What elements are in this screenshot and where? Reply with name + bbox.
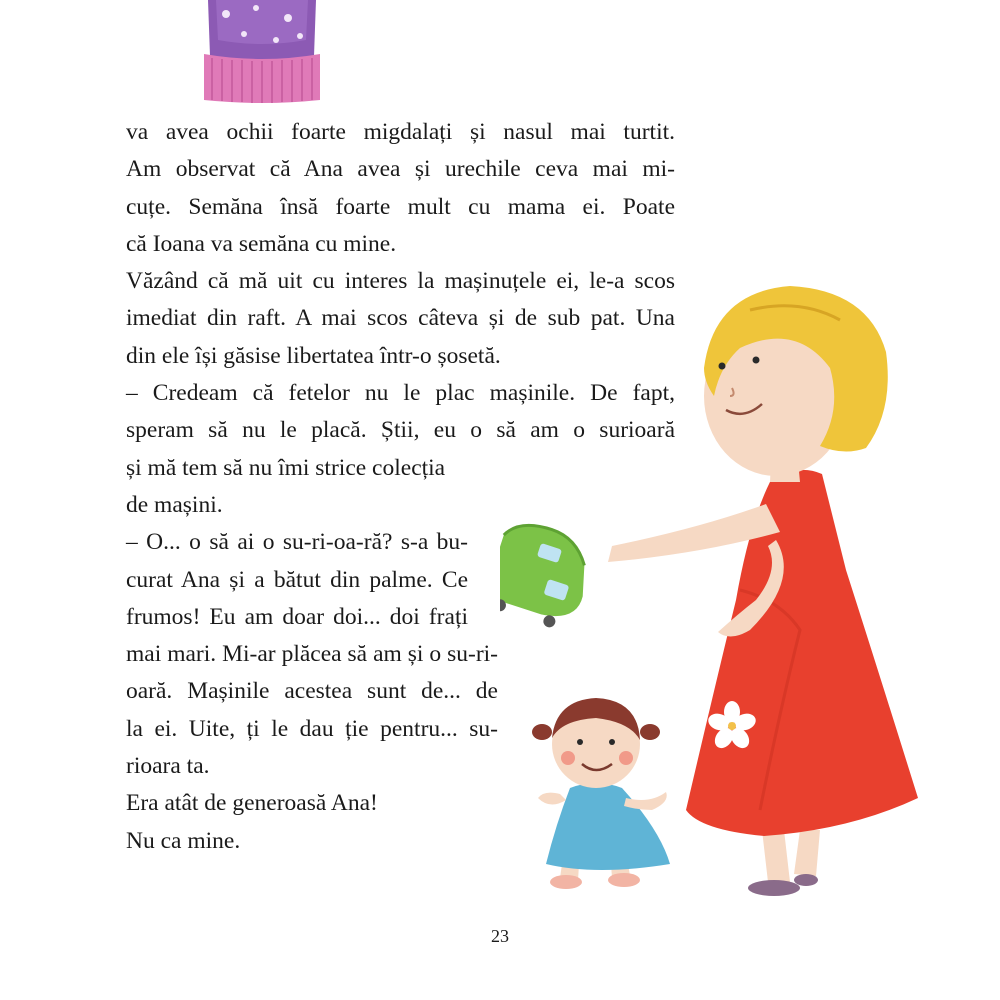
text-line: Era atât de generoasă Ana!	[126, 790, 378, 817]
text-line: mai mari. Mi-ar plăcea să am și o su-ri-	[126, 641, 498, 668]
text-line: – O... o să ai o su-ri-oa-ră? s-a bu-	[126, 529, 468, 556]
toy-car-icon	[500, 516, 599, 634]
text-line: frumos! Eu am doar doi... doi frați	[126, 603, 468, 630]
text-line: de mașini.	[126, 491, 223, 518]
text-line: va avea ochii foarte migdalați și nasul mai turtit.	[126, 119, 675, 145]
girl-legs	[748, 830, 820, 896]
text-line: – Credeam că fetelor nu le plac mașinile. De fapt,	[126, 380, 675, 407]
text-line: din ele își găsise libertatea într-o șosetă.	[126, 342, 501, 369]
girl-with-doll-illustration	[500, 270, 930, 900]
text-line: Nu ca mine.	[126, 827, 241, 854]
text-line: Văzând că mă uit cu interes la mașinuțele ei, le-a scos	[126, 268, 675, 295]
text-line: speram să nu le placă. Știi, eu o să am o surioară	[126, 417, 675, 444]
doll-illustration	[532, 698, 670, 889]
text-line: Am observat că Ana avea și urechile ceva mai mi-	[126, 156, 675, 183]
text-line: imediat din raft. A mai scos câteva și de sub pat. Una	[126, 305, 675, 332]
knit-hat-illustration	[196, 0, 328, 104]
text-line: la ei. Uite, ți le dau ție pentru... su-	[126, 715, 498, 742]
text-line: curat Ana și a bătut din palme. Ce	[126, 566, 468, 593]
text-line: oară. Mașinile acestea sunt de... de	[126, 678, 498, 705]
text-line: cuțe. Semăna însă foarte mult cu mama ei. Poate	[126, 193, 675, 220]
text-line: și mă tem să nu îmi strice colecția	[126, 454, 446, 481]
page-number: 23	[491, 926, 509, 946]
text-line: că Ioana va semăna cu mine.	[126, 230, 397, 257]
text-line: rioara ta.	[126, 753, 210, 780]
